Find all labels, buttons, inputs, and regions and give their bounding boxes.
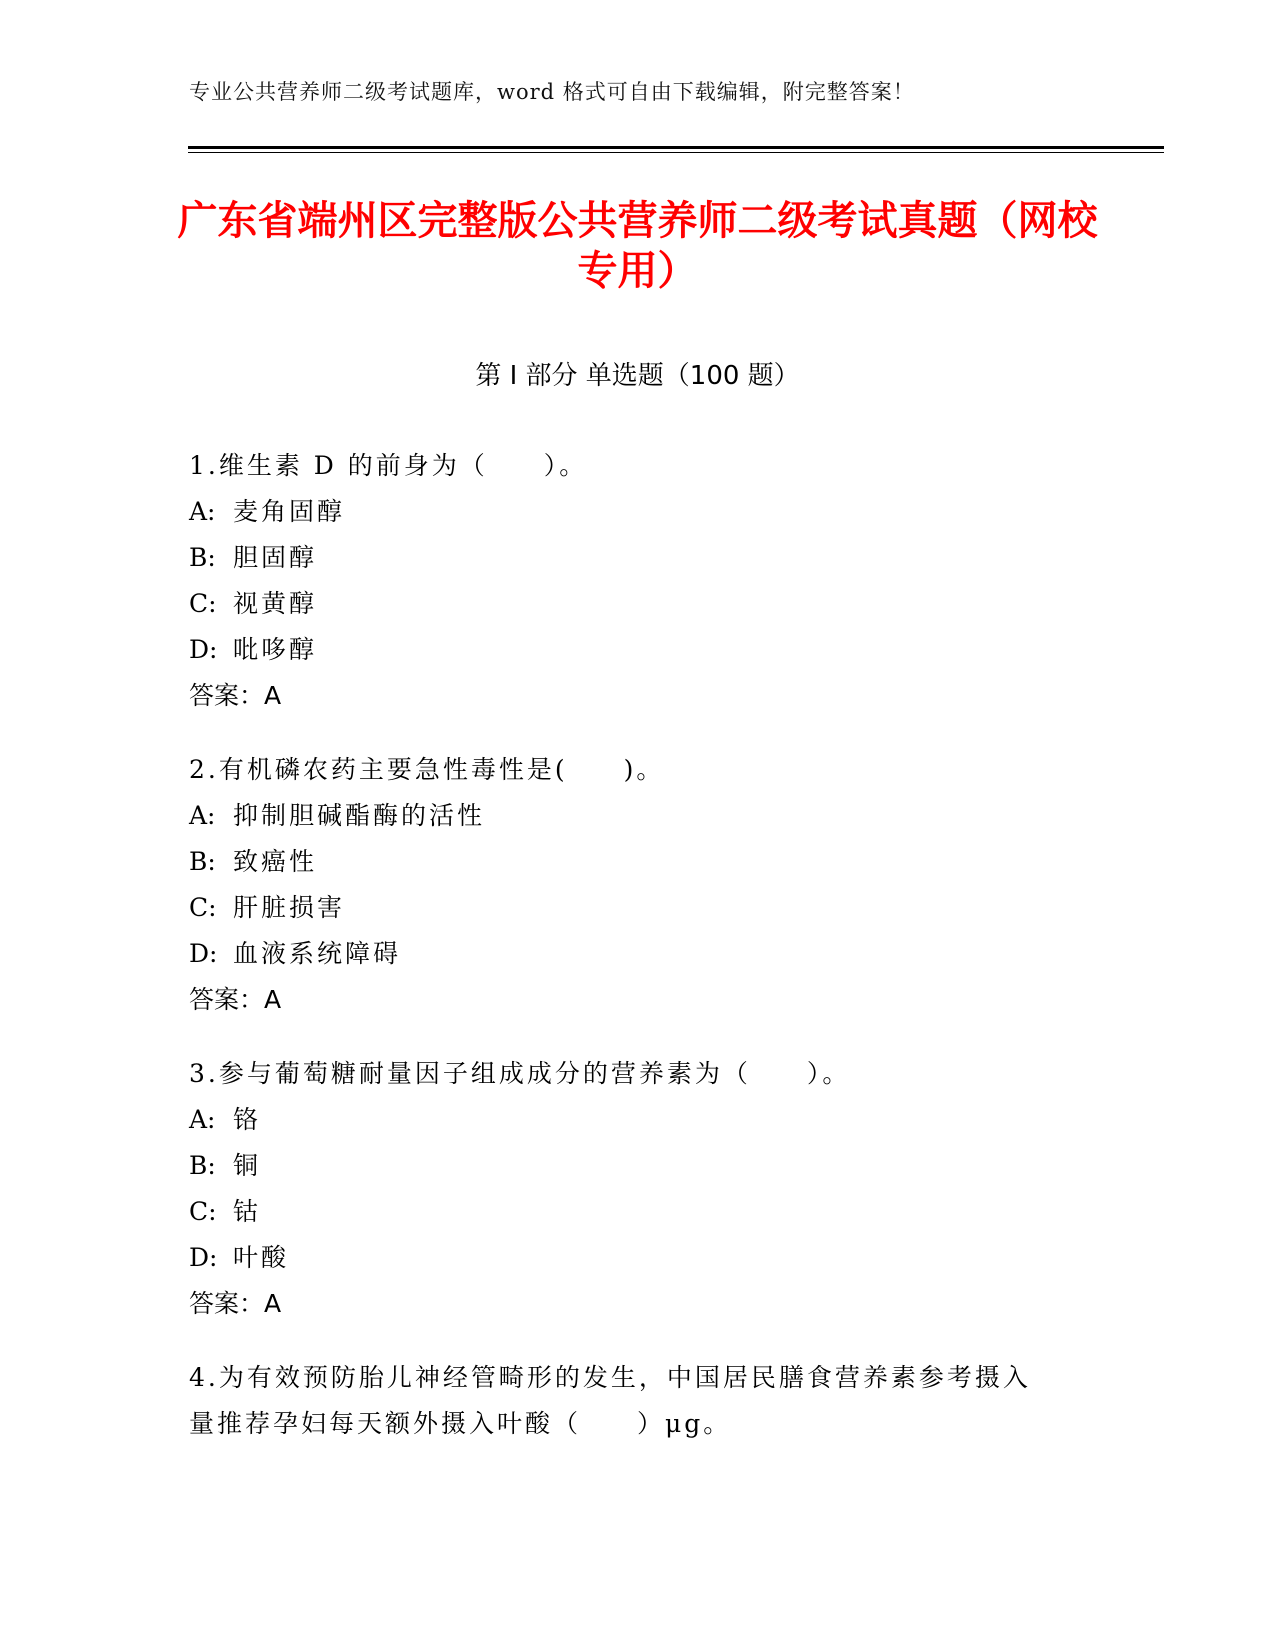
option-c	[189, 885, 1089, 931]
document-title: 广东省端州区完整版公共营养师二级考试真题（网校专用）	[177, 198, 1098, 294]
option-text: 致癌性	[233, 847, 318, 876]
option-text: 钴	[233, 1197, 262, 1226]
option-a	[189, 1097, 1089, 1143]
option-letter: A:	[189, 497, 216, 526]
question-list	[189, 443, 1089, 1475]
answer-line: 答案：A	[189, 1289, 282, 1318]
question-3	[189, 1051, 1089, 1327]
option-d	[189, 931, 1089, 977]
option-text: 铜	[233, 1151, 262, 1180]
header-divider-thin	[188, 152, 1164, 153]
option-c	[189, 581, 1089, 627]
question-4	[189, 1355, 1089, 1447]
option-letter: D:	[189, 1243, 218, 1272]
option-d	[189, 627, 1089, 673]
question-1	[189, 443, 1089, 719]
option-b	[189, 1143, 1089, 1189]
option-letter: D:	[189, 939, 218, 968]
option-text: 叶酸	[233, 1243, 290, 1272]
answer-line: 答案：A	[189, 985, 282, 1014]
option-letter: B:	[189, 847, 216, 876]
option-text: 肝脏损害	[233, 893, 346, 922]
option-letter: C:	[189, 589, 217, 618]
option-letter: C:	[189, 1197, 217, 1226]
question-stem: 3.参与葡萄糖耐量因子组成成分的营养素为（ ）。	[189, 1059, 851, 1088]
option-text: 抑制胆碱酯酶的活性	[233, 801, 486, 830]
option-letter: B:	[189, 1151, 216, 1180]
option-text: 胆固醇	[233, 543, 318, 572]
section-title: 第 I 部分 单选题（100 题）	[475, 361, 800, 391]
question-stem: 1.维生素 D 的前身为（ ）。	[189, 451, 588, 480]
option-text: 麦角固醇	[233, 497, 346, 526]
option-letter: C:	[189, 893, 217, 922]
option-a	[189, 793, 1089, 839]
option-d	[189, 1235, 1089, 1281]
option-b	[189, 839, 1089, 885]
answer-line: 答案：A	[189, 681, 282, 710]
option-text: 血液系统障碍	[233, 939, 402, 968]
option-letter: A:	[189, 801, 216, 830]
option-text: 吡哆醇	[233, 635, 318, 664]
option-letter: B:	[189, 543, 216, 572]
option-b	[189, 535, 1089, 581]
option-text: 视黄醇	[233, 589, 318, 618]
option-a	[189, 489, 1089, 535]
option-letter: D:	[189, 635, 218, 664]
header-divider	[188, 146, 1164, 149]
question-stem: 2.有机磷农药主要急性毒性是( )。	[189, 755, 665, 784]
option-letter: A:	[189, 1105, 216, 1134]
question-2	[189, 747, 1089, 1023]
option-text: 铬	[233, 1105, 262, 1134]
question-stem: 4.为有效预防胎儿神经管畸形的发生，中国居民膳食营养素参考摄入量推荐孕妇每天额外摄入叶酸（ ）μg。	[189, 1363, 1031, 1438]
option-c	[189, 1189, 1089, 1235]
header-note: 专业公共营养师二级考试题库，word 格式可自由下载编辑，附完整答案！	[189, 80, 915, 104]
